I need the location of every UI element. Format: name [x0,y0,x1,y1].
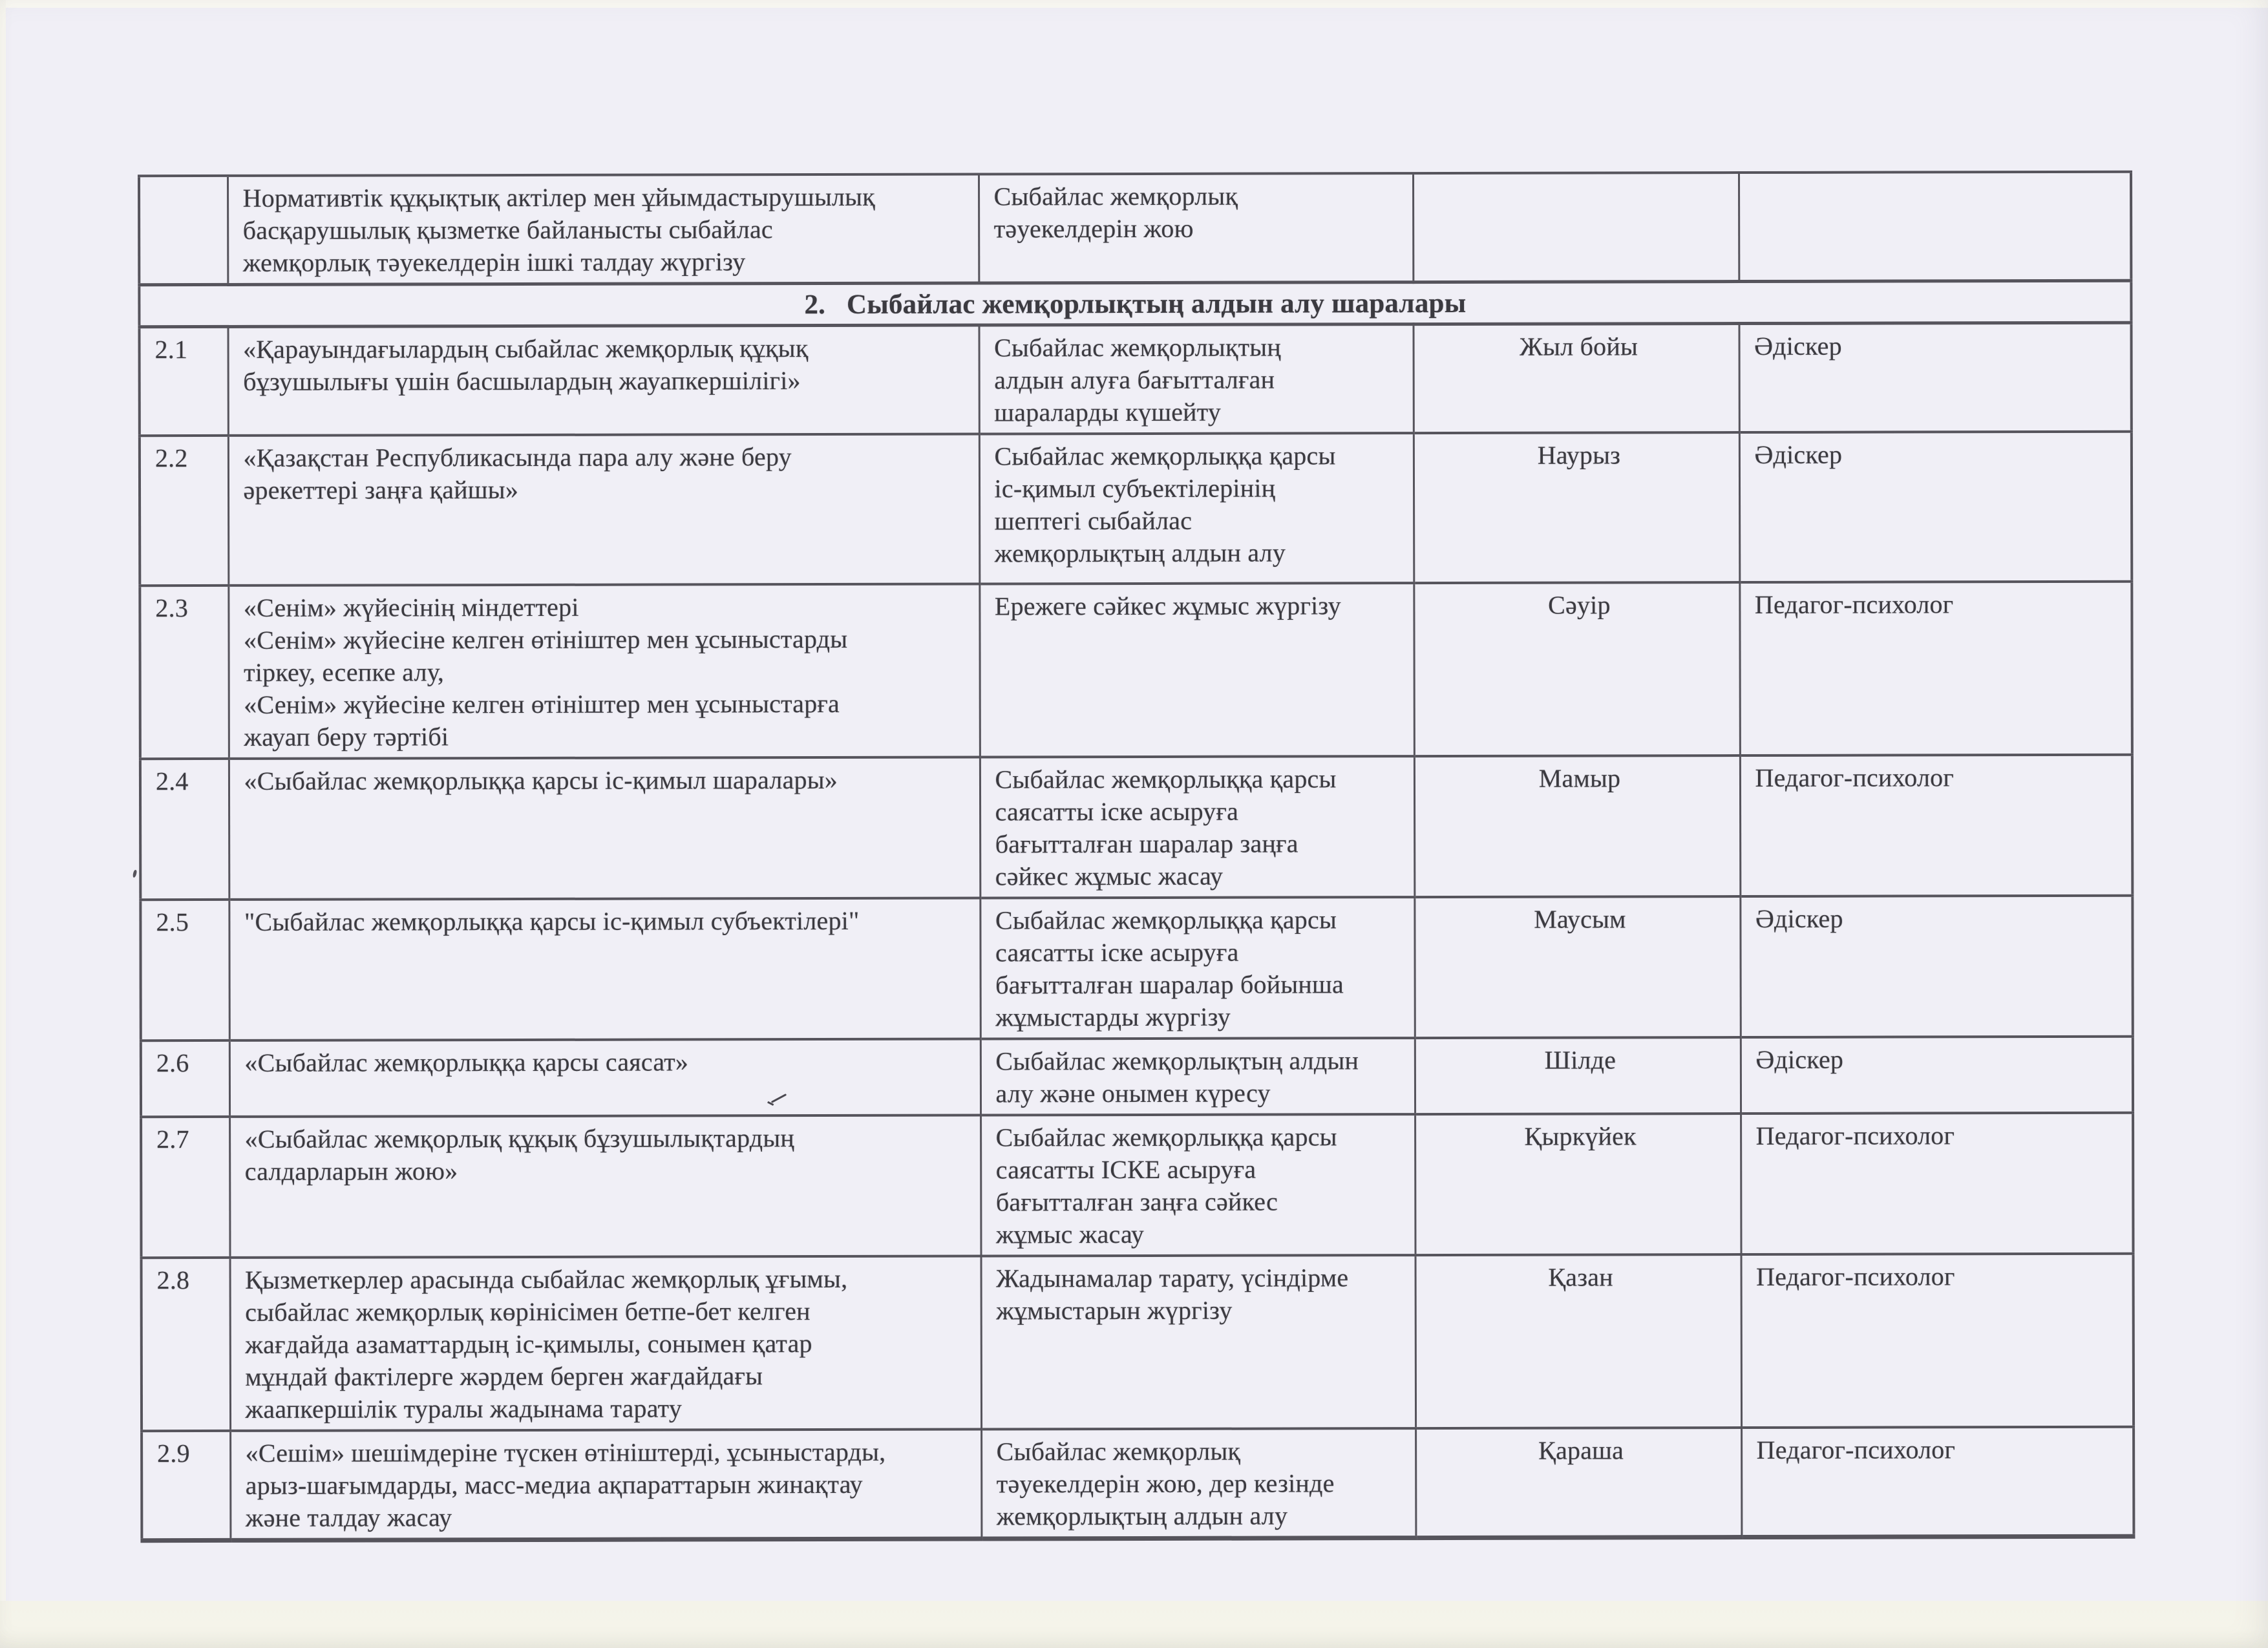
term-text: Қараша [1538,1435,1624,1465]
row-number: 2.6 [156,1048,189,1078]
activity-text: «Қазақстан Республикасында пара алу және беру әрекеттері заңға қайшы» [243,442,792,505]
cell-activity [230,1256,982,1430]
activity-text: «Сыбайлас жемқорлыққа қарсы саясат» [244,1047,689,1077]
measure-text: Сыбайлас жемқорлыққа қарсы саясатты іске асыруға бағытталған шаралар заңға сәйкес жұмыс жасау [995,764,1337,891]
scan-edge-top [0,0,2268,8]
table-row-2-1 [139,322,2131,436]
cell-measure [980,897,1414,1039]
cell-term [1413,173,1739,282]
responsible-text: Әдіскер [1754,439,1843,469]
scanner-bed-band [0,1601,2268,1648]
responsible-text: Педагог-психолог [1755,1121,1955,1150]
responsible-text: Педагог-психолог [1755,763,1954,792]
cell-term [1414,755,1740,897]
cell-measure [979,173,1413,283]
measure-text: Жадынамалар тарату, үсіндірме жұмыстарын жүргізу [996,1263,1349,1326]
measure-text: Сыбайлас жемқорлықтың алдын алуға бағытталған шараларды күшейту [994,332,1281,427]
responsible-text: Педагог-психолог [1756,1262,1955,1291]
cell-number [140,436,228,586]
cell-activity [228,434,979,586]
plan-table-wrap [138,171,2132,1543]
term-text: Қыркүйек [1524,1121,1637,1151]
cell-measure [979,433,1414,584]
cell-term [1413,324,1739,434]
cell-number [139,326,228,436]
activity-text: Қызметкерлер арасында сыбайлас жемқорлық ұғымы, сыбайлас жемқорлық көрінісімен бетпе-бет келген жағдайда азаматтардың іс-қимылы, сонымен қатар мұндай фактілерге жәрдем берген жағдайдағы жаапкершілік туралы жадынама тарату [245,1263,848,1424]
row-number: 2.1 [154,335,188,364]
cell-number [142,1431,230,1541]
cell-activity [228,584,980,759]
cell-responsible [1739,322,2131,432]
responsible-text: Педагог-психолог [1754,589,1954,619]
cell-measure [981,1255,1416,1429]
cell-responsible [1741,1113,2133,1254]
cell-term [1414,432,1739,583]
cell-number [142,1258,231,1431]
measure-text: Сыбайлас жемқорлықтың алдын алу және онымен күресу [995,1046,1359,1108]
row-number: 2.5 [156,907,189,937]
cell-activity [229,898,980,1041]
row-number: 2.2 [154,443,188,473]
term-text: Мамыр [1538,763,1621,793]
activity-text: «Қарауындағылардың сыбайлас жемқорлық құқық бұзушылығы үшін басшылардың жауапкершілігі» [243,333,809,396]
activity-text: Нормативтік құқықтық актілер мен ұйымдастырушылық басқарушылық қызметке байланысты сыбайлас жемқорлық тәуекелдерін ішкі талдау жүргізу [242,182,875,277]
table-row-2-6 [141,1037,2133,1117]
term-text: Қазан [1548,1262,1613,1292]
activity-text: «Сенім» жүйесінің міндеттері «Сенім» жүйесіне келген өтініштер мен ұсыныстарды тіркеу, есепке алу, «Сенім» жүйесіне келген өтініштер мен ұсыныстарға жауап беру тәртібі [243,592,848,752]
cell-activity [229,757,980,900]
table-row-2-2 [140,432,2132,586]
section-header-row [139,280,2131,326]
measure-text: Сыбайлас жемқорлыққа қарсы саясатты іске асыруға бағытталған шаралар бойынша жұмыстарды жүргізу [995,905,1344,1032]
cell-number [140,586,229,759]
cell-number [140,759,229,900]
cell-activity [229,1115,980,1257]
term-text: Сәуір [1548,590,1611,620]
cell-term [1415,1114,1741,1255]
cell-activity [230,1429,981,1540]
term-text: Жыл бойы [1520,332,1638,361]
ink-speck [132,870,138,878]
row-number: 2.3 [155,593,189,623]
term-text: Наурыз [1537,440,1621,470]
cell-responsible [1741,1037,2133,1114]
row-number: 2.8 [156,1265,190,1295]
cell-measure [980,1038,1415,1115]
section-header [139,280,2131,326]
table-row-2-7 [141,1113,2133,1258]
responsible-text [1754,178,2121,179]
cell-measure [980,756,1414,898]
row-number: 2.4 [155,766,189,796]
activity-text: "Сыбайлас жемқорлыққа қарсы іс-қимыл субъектілері" [244,905,860,936]
table-row-2-8 [142,1254,2134,1431]
cell-responsible [1741,1427,2134,1537]
measure-text: Сыбайлас жемқорлыққа қарсы іс-қимыл субъектілерінің шептегі сыбайлас жемқорлықтың алдын алу [994,441,1336,568]
cell-responsible [1739,432,2132,582]
table-row-2-9 [142,1427,2134,1541]
measure-text: Ережеге сәйкес жұмыс жүргізу [994,591,1341,621]
table-row-continuation [139,172,2131,285]
cell-number [139,176,228,285]
cell-activity [229,1039,980,1116]
cell-responsible [1739,582,2132,755]
table-row-2-4 [140,755,2132,900]
row-number: 2.7 [156,1125,189,1154]
responsible-text: Әдіскер [1755,903,1843,933]
cell-activity [228,325,979,436]
cell-responsible [1740,755,2132,896]
cell-measure [979,583,1414,757]
cell-responsible [1741,1254,2134,1428]
cell-term [1414,582,1740,756]
cell-measure [979,324,1413,434]
measure-text: Сыбайлас жемқорлық тәуекелдерін жою, дер кезінде жемқорлықтың алдын алу [996,1436,1335,1531]
term-text: Шілде [1544,1045,1616,1075]
cell-term [1415,1254,1742,1428]
anti-corruption-plan-table [138,171,2135,1543]
activity-text: «Сыбайлас жемқорлыққа қарсы іс-қимыл шаралары» [244,765,838,796]
term-text [1428,179,1729,180]
measure-text: Сыбайлас жемқорлыққа қарсы саясатты ІСКЕ асыруға бағытталған заңға сәйкес жұмыс жасау [995,1122,1337,1249]
cell-measure [981,1428,1415,1539]
section-header-text: 2. Сыбайлас жемқорлықтың алдын алу шаралары [804,288,1467,321]
activity-text: «Сыбайлас жемқорлық құқық бұзушылықтардың салдарларын жою» [244,1123,795,1186]
cell-term [1415,1428,1741,1538]
cell-number [141,1041,229,1117]
row-number: 2.9 [157,1439,190,1468]
cell-number [141,1117,229,1258]
table-row-2-5 [140,896,2132,1041]
cell-responsible [1739,172,2131,282]
cell-activity [228,174,979,285]
scan-edge-left [0,0,6,1648]
responsible-text: Педагог-психолог [1756,1435,1956,1464]
responsible-text: Әдіскер [1755,1044,1844,1074]
cell-responsible [1740,896,2132,1037]
cell-term [1414,896,1740,1038]
cell-measure [980,1114,1415,1256]
cell-term [1415,1037,1741,1114]
cell-number [140,900,229,1041]
responsible-text: Әдіскер [1754,331,1842,361]
activity-text: «Сешім» шешімдеріне түскен өтініштерді, ұсыныстарды, арыз-шағымдарды, масс-медиа ақпараттарын жинақтау және талдау жасау [245,1437,886,1532]
term-text: Маусым [1534,904,1626,934]
table-row-2-3 [140,582,2132,759]
measure-text: Сыбайлас жемқорлық тәуекелдерін жою [993,181,1238,244]
